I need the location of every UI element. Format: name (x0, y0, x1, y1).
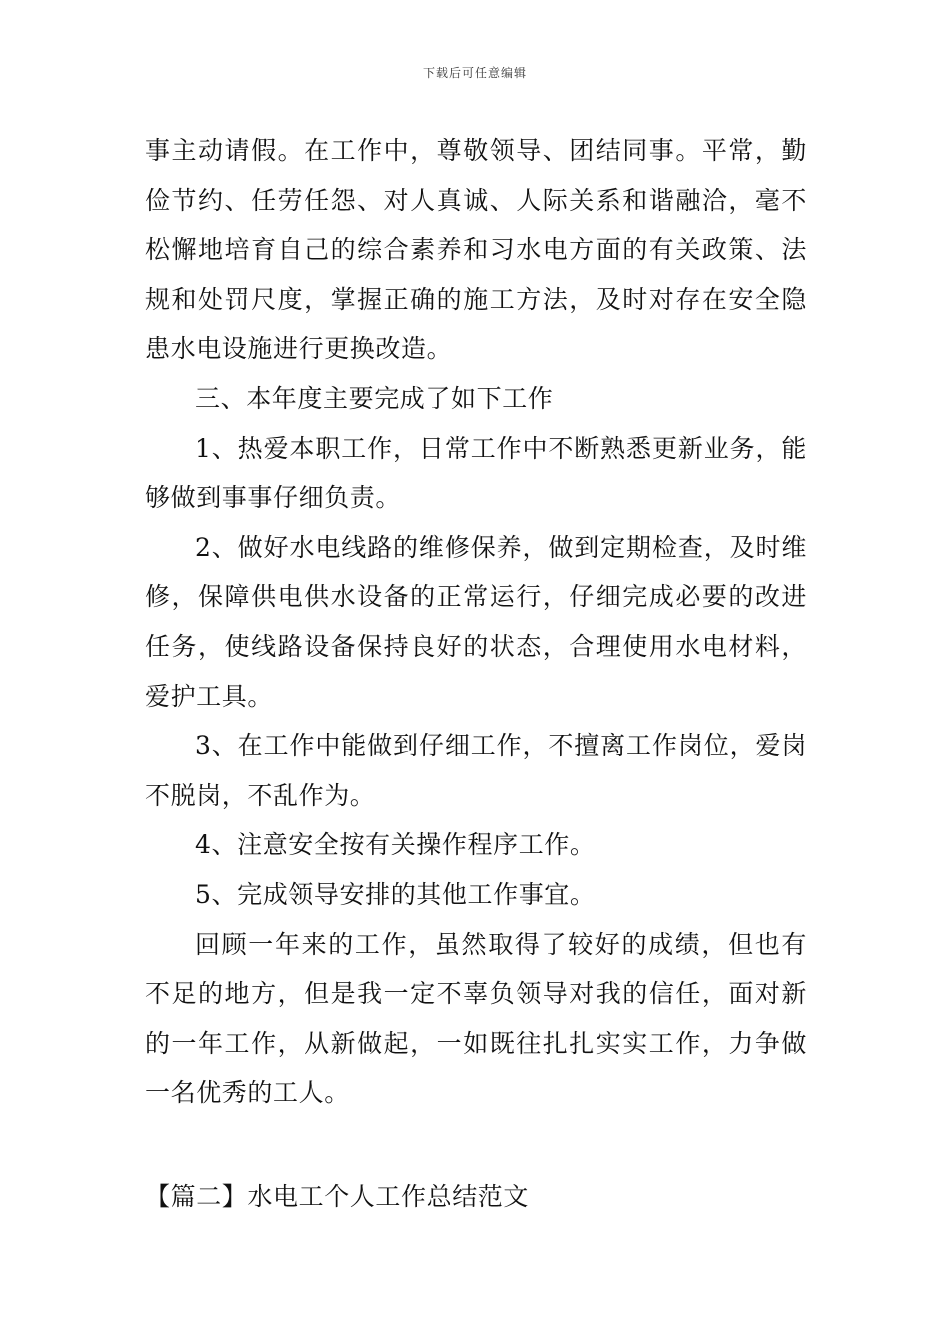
paragraph-review: 回顾一年来的工作，虽然取得了较好的成绩，但也有不足的地方，但是我一定不辜负领导对我的信任，面对新的一年工作，从新做起，一如既往扎扎实实工作，力争做一名优秀的工人。 (145, 929, 807, 1108)
body-text (145, 126, 807, 1118)
paragraph-item-5: 5、完成领导安排的其他工作事宜。 (195, 879, 596, 909)
paragraph-item-2: 2、做好水电线路的维修保养，做到定期检查，及时维修，保障供电供水设备的正常运行，仔细完成必要的改进任务，使线路设备保持良好的状态，合理使用水电材料，爱护工具。 (145, 532, 807, 711)
paragraph-item-1: 1、热爱本职工作，日常工作中不断熟悉更新业务，能够做到事事仔细负责。 (145, 433, 807, 513)
paragraph-heading-three: 三、本年度主要完成了如下工作 (195, 383, 554, 413)
paragraph-continued: 事主动请假。在工作中，尊敬领导、团结同事。平常，勤俭节约、任劳任怨、对人真诚、人际关系和谐融洽，毫不松懈地培育自己的综合素养和习水电方面的有关政策、法规和处罚尺度，掌握正确的施工方法，及时对存在安全隐患水电设施进行更换改造。 (145, 136, 807, 364)
paragraph-item-4: 4、注意安全按有关操作程序工作。 (195, 830, 596, 860)
section-title: 【篇二】水电工个人工作总结范文 (145, 1182, 530, 1211)
paragraph-item-3: 3、在工作中能做到仔细工作，不擅离工作岗位，爱岗不脱岗，不乱作为。 (145, 731, 807, 810)
header-note: 下载后可任意编辑 (422, 66, 527, 80)
